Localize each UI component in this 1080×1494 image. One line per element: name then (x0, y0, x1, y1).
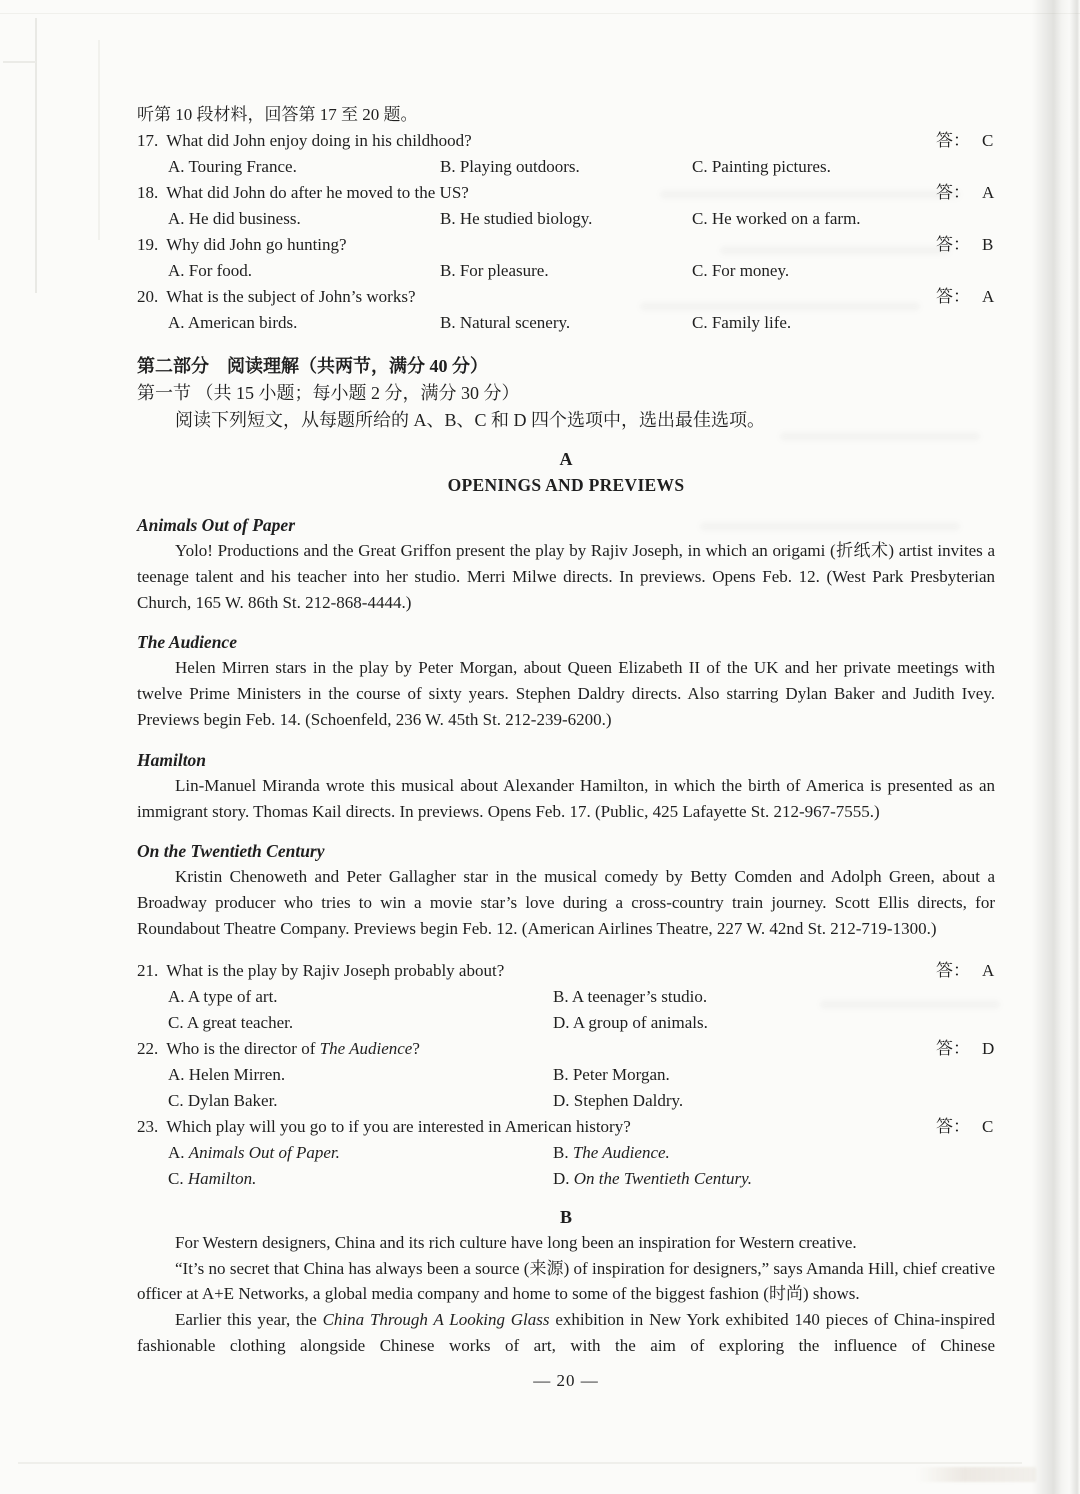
question-20-text (137, 284, 928, 310)
question-text: ? (412, 1038, 420, 1058)
passage-a-label: A (559, 449, 573, 469)
option-label: C. (692, 157, 708, 176)
answer-prefix: 答： (936, 235, 970, 254)
option-label: B. (440, 157, 456, 176)
question-text: Why did John go hunting? (166, 235, 347, 254)
option-label: C. (168, 1012, 184, 1032)
option-label: C. (692, 313, 708, 332)
option-label: A. (168, 1142, 185, 1162)
option-c (168, 1088, 553, 1114)
watermark-smudge (916, 1467, 1036, 1482)
question-17-options (137, 154, 995, 180)
option-text: Natural scenery. (459, 313, 571, 332)
question-20 (137, 284, 995, 310)
option-label: A. (168, 261, 185, 280)
answer-prefix: 答： (936, 183, 970, 202)
answer-prefix: 答： (936, 960, 970, 980)
answer-letter: C (982, 1116, 994, 1136)
answer-letter: C (982, 131, 994, 150)
scan-corner-line (3, 61, 36, 63)
option-label: C. (168, 1168, 184, 1188)
option-c (692, 154, 995, 180)
option-a (168, 310, 440, 336)
option-text: Touring France. (188, 157, 297, 176)
scan-bottom-edge-line (18, 1462, 1022, 1464)
answer-prefix: 答： (936, 131, 970, 150)
option-text: Stephen Daldry. (573, 1090, 684, 1110)
reading-questions (137, 958, 995, 1192)
question-21 (137, 958, 995, 984)
option-c (692, 258, 995, 284)
question-19-answer (928, 232, 995, 258)
option-text: For food. (188, 261, 253, 280)
option-text: The Audience. (572, 1142, 670, 1162)
question-17-text (137, 128, 928, 154)
entry-title-animals-out-of-paper: Animals Out of Paper (137, 515, 296, 535)
question-text: Who is the director of (166, 1038, 320, 1058)
question-text-title: The Audience (319, 1038, 413, 1058)
option-a (168, 984, 553, 1010)
option-text: Dylan Baker. (187, 1090, 278, 1110)
answer-letter: B (982, 235, 994, 254)
option-text: A great teacher. (186, 1012, 294, 1032)
option-label: A. (168, 1064, 185, 1084)
passage-b-paragraph-3 (137, 1307, 995, 1359)
option-label: B. (440, 313, 456, 332)
question-21-options (137, 984, 995, 1036)
option-c (168, 1010, 553, 1036)
question-19-text (137, 232, 928, 258)
question-text: What did John enjoy doing in his childhood? (166, 131, 472, 150)
answer-prefix: 答： (936, 287, 970, 306)
question-22 (137, 1036, 995, 1062)
section1-heading: 第一节 （共 15 小题；每小题 2 分，满分 30 分） (137, 383, 520, 403)
option-label: C. (692, 209, 708, 228)
option-b (553, 984, 995, 1010)
entry-title-on-the-twentieth-century: On the Twentieth Century (137, 841, 325, 862)
option-text: For pleasure. (459, 261, 549, 280)
option-label: B. (553, 1142, 569, 1162)
question-21-answer (928, 958, 995, 984)
option-a (168, 154, 440, 180)
option-label: D. (553, 1168, 570, 1188)
question-number: 23. (137, 1116, 159, 1136)
option-label: D. (553, 1012, 570, 1032)
passage-b-label: B (559, 1206, 572, 1227)
option-b (440, 310, 692, 336)
question-23 (137, 1114, 995, 1140)
option-label: A. (168, 209, 185, 228)
question-19 (137, 232, 995, 258)
option-label: B. (440, 209, 456, 228)
option-text: Family life. (711, 313, 792, 332)
option-c (692, 206, 995, 232)
scan-right-edge-shadow (1032, 0, 1080, 1494)
question-text: What is the subject of John’s works? (166, 287, 416, 306)
part2-heading: 第二部分 阅读理解（共两节，满分 40 分） (137, 356, 488, 376)
question-20-answer (928, 284, 995, 310)
question-text: What did John do after he moved to the US? (166, 183, 469, 202)
scan-edge-line (0, 13, 1080, 14)
answer-letter: A (982, 287, 995, 306)
entry-title-hamilton: Hamilton (137, 749, 207, 770)
option-text: A group of animals. (572, 1012, 708, 1032)
entry-body: Yolo! Productions and the Great Griffon present the play by Rajiv Joseph, in which an origami (折纸术) artist invites a teenage talent and his teacher into her studio. Merri Milwe directs. In previews. Opens Feb. 12. (West Park Presbyterian Church, 165 W. 86th St. 212-868-4444.) (137, 541, 995, 612)
reading-instruction: 阅读下列短文，从每题所给的 A、B、C 和 D 四个选项中，选出最佳选项。 (175, 410, 766, 430)
scan-corner-line (98, 40, 100, 240)
option-label: B. (553, 986, 569, 1006)
entry-body: Helen Mirren stars in the play by Peter Morgan, about Queen Elizabeth II of the UK and her private meetings with twelve Prime Ministers in the course of sixty years. Stephen Daldry directs. Also starring Dylan Baker and Judith Ivey. Previews begin Feb. 14. (Schoenfeld, 236 W. 45th St. 212-239-6200.) (137, 658, 995, 729)
question-text: Which play will you go to if you are interested in American history? (166, 1116, 631, 1136)
answer-prefix: 答： (936, 1116, 970, 1136)
option-label: C. (692, 261, 708, 280)
question-number: 22. (137, 1038, 159, 1058)
question-text: What is the play by Rajiv Joseph probably about? (166, 960, 505, 980)
option-label: B. (553, 1064, 569, 1084)
entry-title-the-audience: The Audience (137, 632, 237, 653)
option-text: Hamilton. (187, 1168, 257, 1188)
option-a (168, 206, 440, 232)
question-22-options (137, 1062, 995, 1114)
option-b (440, 206, 692, 232)
option-text: A type of art. (187, 986, 278, 1006)
question-18-answer (928, 180, 995, 206)
question-17 (137, 128, 995, 154)
question-number: 21. (137, 960, 159, 980)
option-text: American birds. (187, 313, 298, 332)
passage-a-title: OPENINGS AND PREVIEWS (447, 475, 685, 495)
option-text: He worked on a farm. (711, 209, 861, 228)
entry-body: Lin-Manuel Miranda wrote this musical about Alexander Hamilton, in which the birth of America is presented as an immigrant story. Thomas Kail directs. In previews. Opens Feb. 17. (Public, 425 Lafayette St. 212-967-7555.) (137, 775, 995, 821)
scan-corner-line (35, 18, 37, 293)
option-label: C. (168, 1090, 184, 1110)
question-23-options (137, 1140, 995, 1192)
option-a (168, 258, 440, 284)
question-19-options (137, 258, 995, 284)
answer-letter: A (982, 960, 995, 980)
option-text: He did business. (188, 209, 301, 228)
option-text: A teenager’s studio. (571, 986, 708, 1006)
option-d (553, 1166, 995, 1192)
entry-body: Kristin Chenoweth and Peter Gallagher star in the musical comedy by Betty Comden and Adolph Green, about a Broadway producer who tries to win a movie star’s love during a cross-country train journey. Scott Ellis directs, for Roundabout Theatre Company. Previews begin Feb. 12. (American Airlines Theatre, 227 W. 42nd St. 212-719-1300.) (137, 867, 995, 938)
option-d (553, 1010, 995, 1036)
question-18-options (137, 206, 995, 232)
option-label: B. (440, 261, 456, 280)
option-b (553, 1140, 995, 1166)
option-d (553, 1088, 995, 1114)
option-b (553, 1062, 995, 1088)
question-22-text (137, 1036, 928, 1062)
option-text: On the Twentieth Century. (573, 1168, 752, 1188)
question-number: 18. (137, 183, 159, 202)
question-17-answer (928, 128, 995, 154)
option-text: Peter Morgan. (572, 1064, 670, 1084)
option-text: Painting pictures. (711, 157, 831, 176)
paragraph-text: Earlier this year, the (175, 1310, 323, 1330)
question-18 (137, 180, 995, 206)
option-b (440, 154, 692, 180)
page-number: — 20 — (533, 1370, 599, 1390)
option-c (692, 310, 995, 336)
answer-letter: A (982, 183, 995, 202)
option-text: Animals Out of Paper. (188, 1142, 340, 1162)
option-a (168, 1062, 553, 1088)
answer-letter: D (982, 1038, 995, 1058)
passage-b-paragraph-1: For Western designers, China and its rich culture have long been an inspiration for Western creative. (175, 1232, 857, 1252)
option-label: A. (168, 313, 185, 332)
option-text: He studied biology. (459, 209, 593, 228)
option-b (440, 258, 692, 284)
option-c (168, 1166, 553, 1192)
question-number: 19. (137, 235, 159, 254)
question-23-text (137, 1114, 928, 1140)
option-text: Playing outdoors. (459, 157, 580, 176)
question-number: 17. (137, 131, 159, 150)
exhibition-title: China Through A Looking Glass (322, 1310, 550, 1330)
listening-intro: 听第 10 段材料，回答第 17 至 20 题。 (137, 105, 418, 124)
question-22-answer (928, 1036, 995, 1062)
question-21-text (137, 958, 928, 984)
option-text: Helen Mirren. (188, 1064, 286, 1084)
option-label: A. (168, 986, 185, 1006)
question-18-text (137, 180, 928, 206)
paragraph-text: exhibition in New York exhibited 140 pieces of China-inspired fashionable clothing alongside Chinese works of art, with the aim of exploring the influence of Chinese (137, 1310, 995, 1355)
question-number: 20. (137, 287, 159, 306)
passage-b-paragraph-2: “It’s no secret that China has always been a source (来源) of inspiration for designers,” says Amanda Hill, chief creative officer at A+E Networks, a global media company and home to some of the biggest fashion (时尚) shows. (137, 1258, 995, 1304)
option-label: D. (553, 1090, 570, 1110)
option-label: A. (168, 157, 185, 176)
answer-prefix: 答： (936, 1038, 970, 1058)
option-text: For money. (711, 261, 790, 280)
question-20-options (137, 310, 995, 336)
page-content (137, 102, 995, 1394)
option-a (168, 1140, 553, 1166)
question-23-answer (928, 1114, 995, 1140)
